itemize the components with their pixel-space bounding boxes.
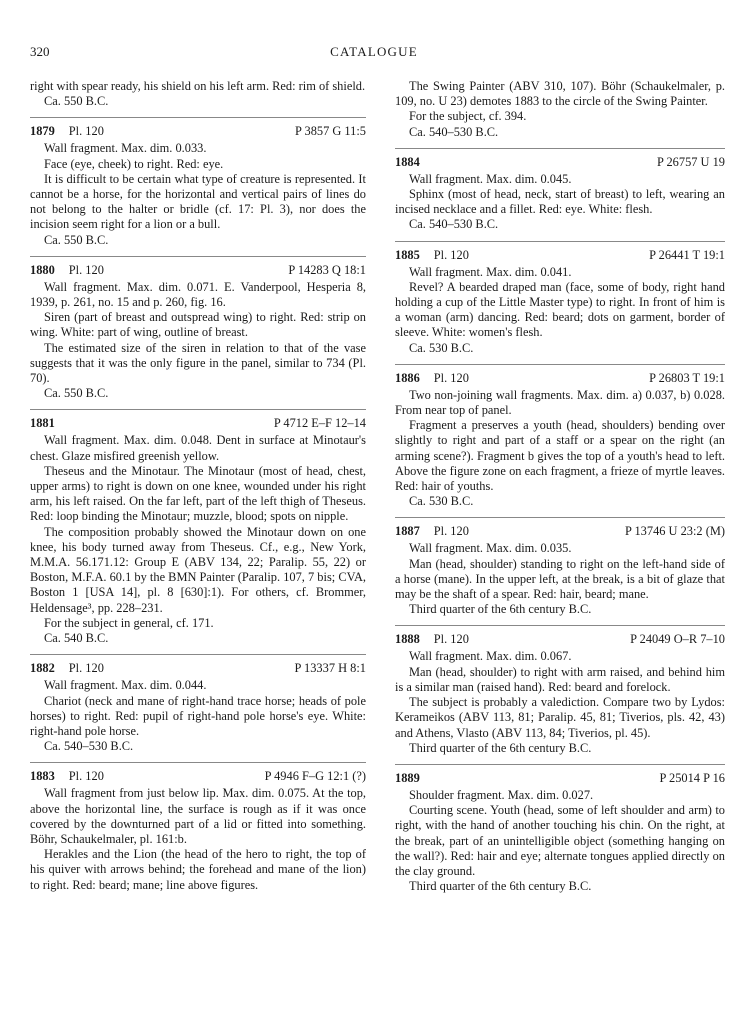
entry-subject: Face (eye, cheek) to right. Red: eye. [44,156,224,171]
entry-plate: Pl. 120 [68,769,104,784]
entry-number: 1885 [395,247,420,262]
entry-description: Two non-joining wall fragments. Max. dim. a) 0.037, b) 0.028. From near top of panel. [395,387,725,418]
entry-date: Ca. 540 B.C. [44,631,109,646]
entry-commentary: The composition probably showed the Minotaur down on one knee, his body turned away from Theseus. Cf., e.g., New York, M.M.A. 56.171.12: Group E (ABV 134, 22; Paralip. 55, 22) or Boston, M.F.A. 60.1 by the BMN Painter (Paralip. 107, 7 bis; CVA, Boston 1 [USA 14], pl. 8 [630]:1). For others, cf. Brommer, Heldensage³, pp. 228–231. [30,524,366,615]
entry-plate: Pl. 120 [433,632,469,647]
entry-plate: Pl. 120 [68,262,104,277]
page-header [30,44,718,62]
entry-attribution: The Swing Painter (ABV 310, 107). Böhr (Schaukelmaler, p. 109, no. U 23) demotes 1883 to the circle of the Swing Painter. [395,79,725,109]
entry-date: Ca. 550 B.C. [44,232,109,247]
entry-heading [395,771,725,788]
entry-date: Ca. 540–530 B.C. [44,739,134,754]
entry-subject: Siren (part of breast and outspread wing) to right. Red: strip on wing. White: part of wing, outline of breast. [30,310,366,340]
entry-commentary: It is difficult to be certain what type of creature is represented. It cannot be a horse, for the horizontal and vertical pairs of lines do not belong to the halter or bridle (cf. 17: Pl. 3), nor does the incision seem right for a lion or a bull. [30,171,366,232]
entry-number: 1889 [395,770,420,785]
entry-inventory: P 4712 E–F 12–14 [273,416,366,431]
entry-plate: Pl. 120 [433,370,469,385]
entry-number: 1882 [30,661,55,676]
entry-separator [30,654,366,655]
entry-text: right with spear ready, his shield on his left arm. Red: rim of shield. [30,79,366,93]
entry-number: 1883 [30,769,55,784]
catalogue-entry-1880 [30,263,366,402]
entry-heading [395,371,725,388]
entry-description: Wall fragment. Max. dim. 0.033. [44,141,207,156]
entry-date: Ca. 550 B.C. [44,94,109,109]
catalogue-entry-1883 [30,769,366,892]
entry-description: Wall fragment. Max. dim. 0.048. Dent in surface at Minotaur's chest. Glaze misfired greenish yellow. [30,433,366,463]
entry-heading [30,416,366,433]
entry-number: 1884 [395,154,420,169]
entry-heading [30,124,366,141]
entry-number: 1886 [395,370,420,385]
entry-inventory: P 24049 O–R 7–10 [630,632,725,647]
entry-description: Wall fragment. Max. dim. 0.041. [409,264,572,279]
page-number: 320 [30,44,50,59]
entry-subject: Theseus and the Minotaur. The Minotaur (most of head, chest, upper arms) to right is down on one knee, wounded under his right arm, his left raised. On the far left, part of the left thigh of Theseus. Red: loop binding the Minotaur; muzzle, blood; spots on nipple. [30,463,366,524]
catalogue-entry-1882 [30,661,366,754]
entry-number: 1888 [395,632,420,647]
entry-subject: Herakles and the Lion (the head of the hero to right, the top of his quiver with arrows behind; the forehead and mane of the lion) to right. Red: beard; mane; line above figures. [30,847,366,892]
catalogue-entry-1887 [395,524,725,617]
entry-separator [395,241,725,242]
entry-subject: Revel? A bearded draped man (face, some of body, right hand holding a cup of the Little Master type) to right. In front of him is a woman (arm) dancing. Red: beard; dots on garment, border of sleeve. White: women's flesh. [395,279,725,340]
entry-inventory: P 26441 T 19:1 [649,247,725,262]
entry-description: Wall fragment. Max. dim. 0.067. [409,649,572,664]
entry-commentary: The estimated size of the siren in relation to that of the vase suggests that it was the only figure in the panel, similar to 734 (Pl. 70). [30,340,366,386]
entry-inventory: P 13337 H 8:1 [294,661,366,676]
catalogue-entry-1886 [395,371,725,510]
entry-description: Shoulder fragment. Max. dim. 0.027. [409,787,594,802]
entry-description: Wall fragment. Max. dim. 0.035. [409,541,572,556]
entry-inventory: P 25014 P 16 [659,770,725,785]
continuation-entry [30,79,366,109]
entry-heading [395,632,725,649]
entry-inventory: P 13746 U 23:2 (M) [624,524,725,539]
entry-subject: Courting scene. Youth (head, some of left shoulder and arm) to right, with the hand of another touching his chin. On the right, at the break, part of an unintelligible object (something hanging on the wall?). Red: hair and eye; alternate tongues applied directly on the clay ground. [395,803,725,878]
entry-subject: Chariot (neck and mane of right-hand trace horse; heads of pole horses) to right. Red: pupil of right-hand pole horse's eye. White: right-hand pole horse. [30,693,366,738]
entry-date: Ca. 550 B.C. [44,386,109,401]
entry-inventory: P 3857 G 11:5 [294,124,366,139]
entry-separator [395,625,725,626]
entry-description: Wall fragment. Max. dim. 0.044. [44,678,207,693]
catalogue-entry-1881 [30,416,366,646]
entry-plate: Pl. 120 [68,124,104,139]
entry-subject: Fragment a preserves a youth (head, shoulders) bending over slightly to right and part of a staff or a spear on the right (an arming scene?). Fragment b gives the top of a youth's head to left. Above the figure zone on each fragment, a frieze of myrtle leaves. Red: hair of youths. [395,418,725,494]
entry-number: 1880 [30,262,55,277]
entry-number: 1881 [30,416,55,431]
entry-date: Third quarter of the 6th century B.C. [409,879,592,894]
catalogue-entry-1884 [395,155,725,233]
entry-inventory: P 26803 T 19:1 [649,370,725,385]
entry-separator [30,117,366,118]
entry-heading [395,155,725,172]
entry-separator [30,256,366,257]
entry-inventory: P 26757 U 19 [656,154,725,169]
entry-separator [30,762,366,763]
entry-subject: Man (head, shoulder) to right with arm raised, and behind him is a similar man (raised hand). Red: beard and forelock. [395,664,725,694]
entry-heading [395,248,725,265]
entry-commentary: The subject is probably a valediction. Compare two by Lydos: Kerameikos (ABV 113, 81; Paralip. 45, 81; Tiverios, pls. 42, 43) and Athens, Vlasto (ABV 113, 84; Tiverios, pl. 45). [395,695,725,740]
entry-date: Third quarter of the 6th century B.C. [409,602,592,617]
entry-separator [395,764,725,765]
entry-reference: For the subject in general, cf. 171. [44,615,214,630]
entry-heading [30,661,366,678]
entry-plate: Pl. 120 [433,524,469,539]
entry-subject: Sphinx (most of head, neck, start of breast) to left, wearing an incised necklace and a fillet. Red: eye. White: flesh. [395,187,725,217]
entry-inventory: P 4946 F–G 12:1 (?) [264,769,366,784]
catalogue-entry-1879 [30,124,366,247]
catalogue-entry-1883-continued [395,79,725,140]
entry-date: Third quarter of the 6th century B.C. [409,740,592,755]
entry-date: Ca. 530 B.C. [409,340,474,355]
entry-separator [395,517,725,518]
running-head: CATALOGUE [330,44,418,59]
entry-date: Ca. 540–530 B.C. [409,124,499,139]
entry-date: Ca. 530 B.C. [409,494,474,509]
entry-date: Ca. 540–530 B.C. [409,217,499,232]
entry-description: Wall fragment. Max. dim. 0.071. E. Vanderpool, Hesperia 8, 1939, p. 261, no. 15 and p. 260, fig. 16. [30,279,366,310]
entry-number: 1887 [395,524,420,539]
entry-separator [395,148,725,149]
entry-heading [395,524,725,541]
catalogue-entry-1888 [395,632,725,755]
left-column [30,79,366,893]
entry-description: Wall fragment from just below lip. Max. dim. 0.075. At the top, above the horizontal line, the surface is rough as if it was once covered by the downturned part of a lid or fitted into something. Böhr, Schaukelmaler, pl. 161:b. [30,786,366,846]
entry-inventory: P 14283 Q 18:1 [288,262,366,277]
entry-separator [395,364,725,365]
entry-subject: Man (head, shoulder) standing to right on the left-hand side of a horse (mane). In the upper left, at the break, is a bit of glaze that may be the shaft of a spear. Red: hair, beard; mane. [395,556,725,602]
right-column [395,79,725,894]
entry-separator [30,409,366,410]
entry-plate: Pl. 120 [433,247,469,262]
entry-heading [30,769,366,786]
entry-reference: For the subject, cf. 394. [409,109,527,124]
entry-plate: Pl. 120 [68,661,104,676]
entry-description: Wall fragment. Max. dim. 0.045. [409,171,572,186]
entry-number: 1879 [30,124,55,139]
catalogue-entry-1889 [395,771,725,894]
catalogue-entry-1885 [395,248,725,356]
entry-heading [30,263,366,280]
